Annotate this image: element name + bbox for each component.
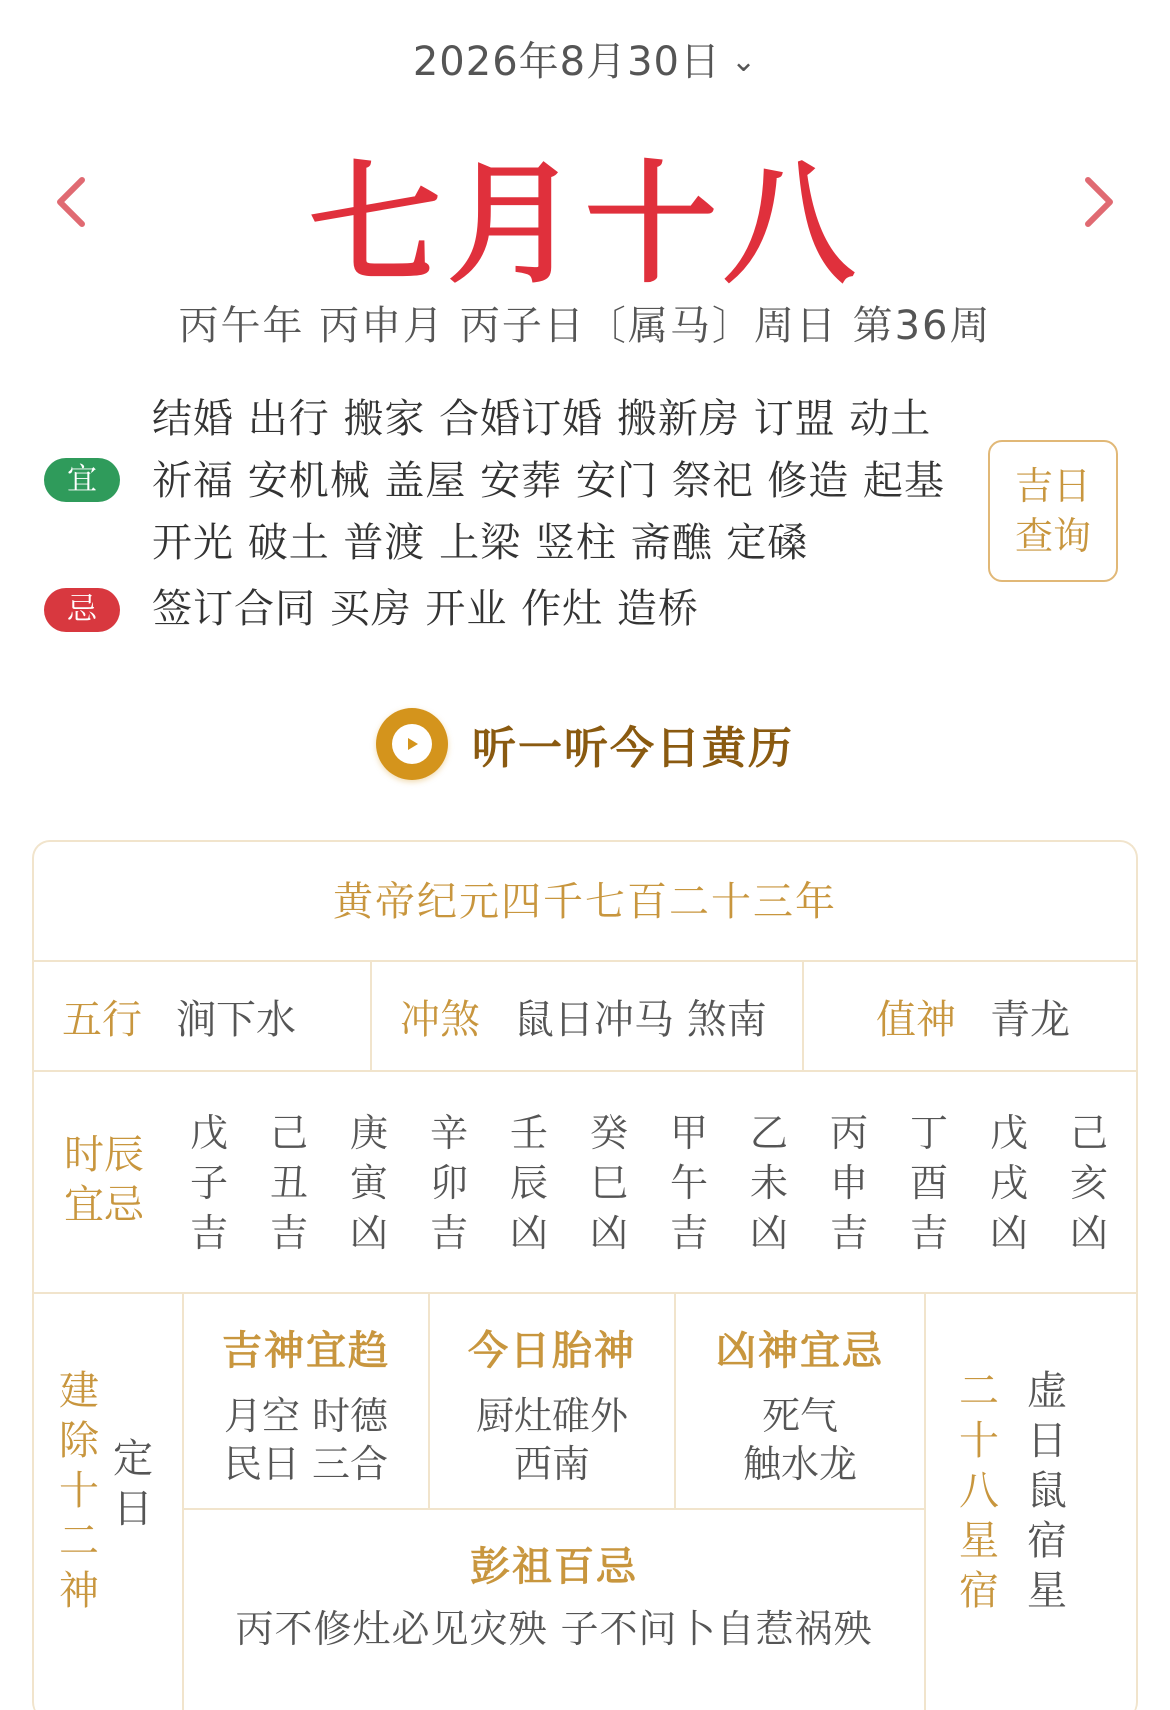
listen-almanac-button[interactable] (0, 708, 1170, 780)
ji-badge: 忌 (44, 588, 120, 632)
chevron-down-icon: ⌄ (731, 44, 758, 79)
jianchu-value: 定日 (113, 1436, 153, 1532)
shichen-column (819, 1108, 879, 1258)
shichen-stem: 乙 (749, 1111, 788, 1155)
xiongshen-value: 触水龙 (742, 1442, 857, 1486)
jishen-title: 吉神宜趋 (222, 1328, 390, 1374)
yi-block (40, 388, 1130, 574)
shichen-stem: 丁 (909, 1111, 948, 1155)
shichen-luck: 吉 (269, 1211, 308, 1255)
pengzu-value: 丙不修灶必见灾殃 子不问卜自惹祸殃 (235, 1607, 873, 1651)
shichen-branch: 午 (669, 1161, 708, 1205)
date-label: 2026年8月30日 (412, 39, 721, 85)
shichen-branch: 申 (829, 1161, 868, 1205)
auspicious-day-lookup-button[interactable] (988, 440, 1118, 582)
wuxing-cell (34, 962, 372, 1070)
shichen-column (579, 1108, 639, 1258)
lunar-date: 七月十八 (309, 147, 861, 302)
shichen-column (899, 1108, 959, 1258)
shichen-luck: 凶 (589, 1211, 628, 1255)
jianchu-cell (34, 1294, 184, 1710)
yi-line: 开光 破土 普渡 上梁 竖柱 斋醮 定磉 (152, 520, 809, 566)
shichen-stem: 丙 (829, 1111, 868, 1155)
zhishen-value: 青龙 (990, 996, 1070, 1043)
pengzu-cell (184, 1510, 924, 1710)
shichen-column (339, 1108, 399, 1258)
jishen-cell (184, 1294, 430, 1508)
ganzhi-line: 丙午年 丙申月 丙子日〔属马〕周日 第36周 (178, 303, 992, 349)
shichen-column (1059, 1108, 1119, 1258)
xiu-value: 虚日鼠宿星 (1027, 1368, 1067, 1614)
yi-ji-section (40, 388, 1130, 640)
shichen-luck: 吉 (909, 1211, 948, 1255)
shichen-luck: 凶 (1069, 1211, 1108, 1255)
shichen-label-line: 时辰 (64, 1132, 144, 1178)
zhishen-cell (804, 962, 1136, 1070)
shichen-luck: 吉 (669, 1211, 708, 1255)
shichen-branch: 子 (189, 1161, 228, 1205)
chongsha-value: 鼠日冲马 煞南 (514, 996, 767, 1043)
almanac-card (32, 840, 1138, 1710)
shichen-luck: 凶 (989, 1211, 1028, 1255)
info-row (34, 962, 1136, 1072)
shichen-branch: 戌 (989, 1161, 1028, 1205)
shichen-luck: 凶 (749, 1211, 788, 1255)
shichen-luck: 凶 (509, 1211, 548, 1255)
play-icon (376, 708, 448, 780)
shichen-label-line: 宜忌 (64, 1182, 144, 1228)
shichen-luck: 吉 (189, 1211, 228, 1255)
shichen-stem: 甲 (669, 1111, 708, 1155)
shichen-stem: 庚 (349, 1111, 388, 1155)
shichen-column (499, 1108, 559, 1258)
button-label-line: 吉日 (1014, 464, 1091, 508)
shen-row (184, 1294, 924, 1510)
yi-line: 结婚 出行 搬家 合婚订婚 搬新房 订盟 动土 (152, 396, 932, 442)
jianchu-title: 建除十二神 (59, 1368, 99, 1614)
shichen-label (64, 1130, 144, 1230)
shichen-column (419, 1108, 479, 1258)
shichen-branch: 未 (749, 1161, 788, 1205)
shichen-stem: 戊 (989, 1111, 1028, 1155)
chongsha-cell (372, 962, 804, 1070)
xiongshen-title: 凶神宜忌 (716, 1328, 884, 1374)
shichen-branch: 巳 (589, 1161, 628, 1205)
shichen-grid (179, 1108, 1119, 1258)
bottom-section (34, 1294, 1136, 1710)
button-label-line: 查询 (1014, 514, 1091, 558)
zhishen-label: 值神 (876, 996, 956, 1043)
jishen-value: 民日 三合 (223, 1442, 389, 1486)
taishen-cell (430, 1294, 676, 1508)
shichen-branch: 丑 (269, 1161, 308, 1205)
xiu-title: 二十八星宿 (959, 1368, 999, 1614)
shichen-stem: 壬 (509, 1111, 548, 1155)
shichen-section (34, 1072, 1136, 1294)
shichen-luck: 吉 (829, 1211, 868, 1255)
ji-line: 签订合同 买房 开业 作灶 造桥 (152, 586, 699, 632)
listen-label: 听一听今日黄历 (472, 723, 794, 774)
shichen-branch: 亥 (1069, 1161, 1108, 1205)
shichen-branch: 寅 (349, 1161, 388, 1205)
ji-block (40, 578, 1130, 640)
shichen-luck: 凶 (349, 1211, 388, 1255)
shichen-stem: 癸 (589, 1111, 628, 1155)
yi-line: 祈福 安机械 盖屋 安葬 安门 祭祀 修造 起基 (152, 458, 946, 504)
pengzu-title: 彭祖百忌 (470, 1544, 638, 1590)
yi-badge: 宜 (44, 458, 120, 502)
shichen-luck: 吉 (429, 1211, 468, 1255)
shichen-stem: 己 (269, 1111, 308, 1155)
shichen-branch: 卯 (429, 1161, 468, 1205)
wuxing-value: 涧下水 (176, 996, 296, 1043)
taishen-value: 厨灶碓外 (475, 1394, 628, 1438)
chongsha-label: 冲煞 (400, 996, 480, 1043)
shichen-column (739, 1108, 799, 1258)
era-title: 黄帝纪元四千七百二十三年 (34, 842, 1136, 962)
shichen-column (659, 1108, 719, 1258)
taishen-title: 今日胎神 (468, 1328, 636, 1374)
shichen-column (259, 1108, 319, 1258)
shichen-column (179, 1108, 239, 1258)
jishen-value: 月空 时德 (223, 1394, 389, 1438)
shichen-stem: 己 (1069, 1111, 1108, 1155)
xiongshen-cell (676, 1294, 924, 1508)
shichen-branch: 辰 (509, 1161, 548, 1205)
date-picker[interactable] (0, 30, 1170, 87)
taishen-value: 西南 (513, 1442, 590, 1486)
xiongshen-value: 死气 (761, 1394, 838, 1438)
shichen-stem: 辛 (429, 1111, 468, 1155)
shichen-column (979, 1108, 1039, 1258)
shichen-branch: 酉 (909, 1161, 948, 1205)
wuxing-label: 五行 (62, 996, 142, 1043)
xiu-cell (924, 1294, 1138, 1710)
shichen-stem: 戊 (189, 1111, 228, 1155)
